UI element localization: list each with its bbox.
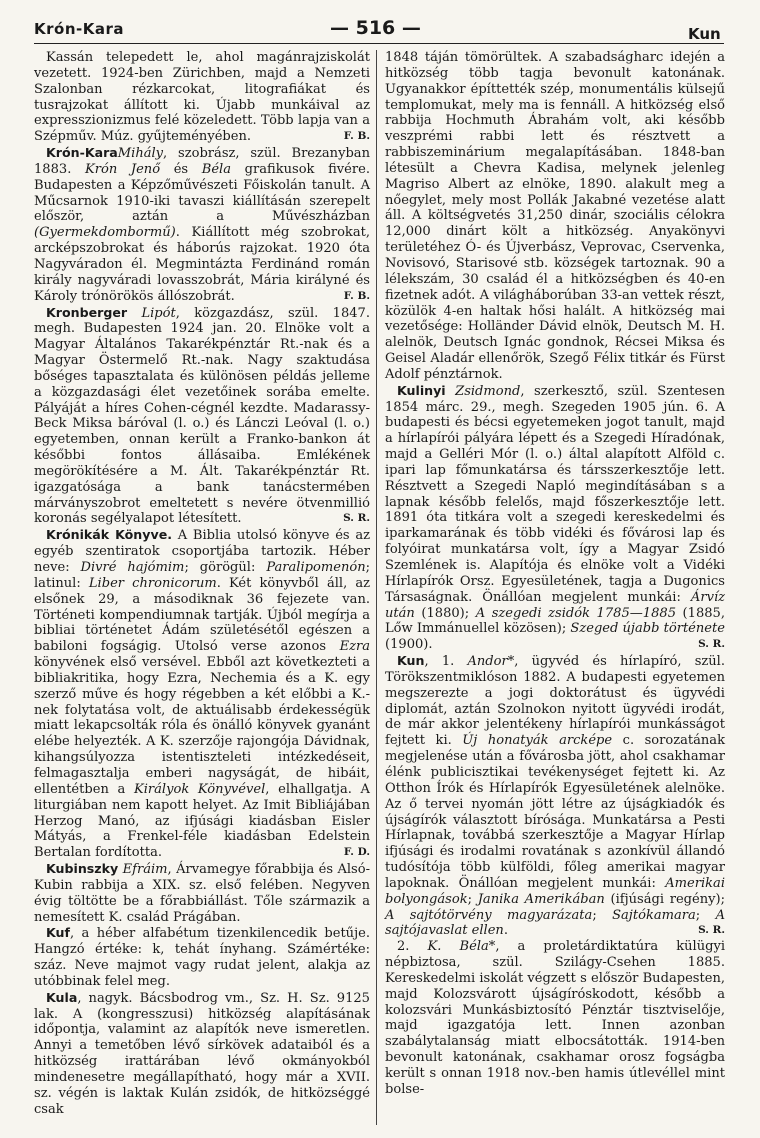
entry-text: , nagyk. Bácsbodrog vm., Sz. H. Sz. 9125 lak. A (kongresszusi) hitközség alapításának időpontja, valamint az alapítók neve ismeretlen. Annyi a temetőben lévő sírkövek adataiból és a hitközség irattárában lévő okmányokból mindenesetre megállapítható, hogy már a XVII. sz. végén is laktak Kulán zsidók, de hitközséggé csak	[34, 990, 370, 1117]
italic-text: Amerikai bolyongások	[385, 875, 725, 907]
entry-text: , a héber alfabétum tizenkilencedik betűje. Hangzó értéke: k, tehát ínyhang. Számértéke: száz. Neve majmot vagy rudat jelent, alakja az utóbbinak felel meg.	[34, 926, 370, 989]
italic-text: Ezra	[339, 639, 370, 655]
running-head-left: Krón-Kara	[34, 20, 124, 38]
author-signature: F. B.	[343, 130, 370, 143]
headword: Kulinyi	[397, 382, 446, 398]
entry-kula	[34, 990, 370, 1118]
column-divider	[376, 50, 377, 1125]
author-signature: S. R.	[343, 512, 370, 525]
entry-text: ;	[592, 907, 613, 923]
italic-text: Királyok Könyvével	[134, 781, 266, 797]
entry-text: , szobrász, szül. Brezanyban 1883.	[34, 146, 370, 177]
running-head-right: Kun	[688, 25, 721, 43]
entry-text: ;	[467, 891, 478, 907]
italic-text: A sajtójavaslat ellen	[385, 907, 725, 939]
entry-text	[446, 384, 455, 399]
italic-text: K. Béla	[427, 939, 489, 955]
entry-text: *, a proletárdiktatúra külügyi népbiztosa, szül. Szilágy-Csehen 1885. Kereskedelmi iskolát végzett s először Budapesten, majd Kolozsvárott újságíróskodott, később a kolozsvári Munkásbiztosító Pénztár tisztviselője, majd igazgatója lett. Innen azonban szabálytalanság miatt elbocsátották. 1914-ben bevonult katonának, csakhamar orosz fogságba került s onnan 1918 nov.-ben hamis útlevéllel mint bolse-	[385, 939, 725, 1097]
headword: Krónikák Könyve.	[46, 527, 173, 543]
author-signature: F. B.	[343, 289, 370, 302]
entry-text: 1848 táján tömörültek. A szabadságharc idején a hitközség több tagja bevonult katonának. Ugyanakkor építtették szép, monumentális külsejű templomukat, mely ma is fennáll. A hitközség első rabbija Hochmuth Ábrahám volt, aki később veszprémi rabbi lett és résztvett a rabbiszeminárium megalapításában. 1848-ban létesült a Chevra Kadisa, melynek jelenleg Magriso Albert az elnöke, 1890. alakult meg a nőegylet, mely most Pollák Jakabné vezetése alatt áll. A költségvetés 31,250 dinár, szociális célokra 12,000 dinárt költ a hitközség. Anyakönyvi területéhez Ó- és Újverbász, Veprovac, Cservenka, Novisovó, Starisové stb. községek tartoznak. 90 a lélekszám, 30 család él a hitközségben és 40-en fizetnek adót. A világháborúban 33-an vettek részt, közülök 4-en haltak hősi halált. A hitközség mai vezetősége: Holländer Dávid elnök, Deutsch M. H. alelnök, Deutsch Ignác gondnok, Récsei Miksa és Geisel Aladár ellenőrök, Szegő Félix titkár és Fürst Adolf pénztárnok.	[385, 50, 725, 382]
entry-text: A Biblia utolsó könyve és az egyéb szentiratok csoportjába tartozik. Héber neve:	[34, 528, 371, 575]
italic-text: Andor	[467, 654, 508, 670]
entry-text: , szerkesztő, szül. Szentesen 1854 márc. 29., megh. Szegeden 1905 jún. 6. A budapesti és bécsi egyetemeken jogot tanult, majd a hírlapírói pályára lépett és a Szegedi Híradónak, majd a Gelléri Mór (l. o.) által alapított Alföld c. ipari lap főmunkatársa és társszerkesztője lett. Résztvett a Szegedi Napló megindításában s a lapnak később felelős, majd főszerkesztője lett. 1891 óta titkára volt a szegedi kereskedelmi és iparkamarának és több vidéki és fővárosi lap és folyóirat munkatársa volt, így a Magyar Zsidó Szemlének is. Alapítója és elnöke volt a Vidéki Hírlapírók Orsz. Egyesületének, tagja a Dugonics Társaságnak. Önállóan megjelent munkái:	[385, 383, 725, 605]
entry-kassan	[34, 50, 370, 145]
italic-text: Szeged újabb története	[570, 621, 725, 637]
entry-text: (ifjúsági regény);	[604, 891, 726, 907]
italic-text: Efráim	[122, 862, 168, 878]
header-rule	[34, 43, 724, 44]
entry-text: (1885, Lőw Immánuellel közösen);	[385, 605, 725, 637]
entry-kula-cont	[385, 50, 725, 383]
entry-text: *, ügyvéd és hírlapíró, szül. Törökszentmiklóson 1882. A budapesti egyetemen megszerezte a jogi doktorátust és ügyvédi diplomát, aztán Szolnokon nyitott ügyvédi irodát, de már akkor jelentékeny hírlapírói munkásságot fejtett ki.	[385, 654, 725, 749]
entry-kuf	[34, 925, 370, 989]
headword: Kun	[397, 653, 425, 669]
italic-text: Zsidmond	[455, 383, 521, 399]
entry-text: könyvének első versével. Ebből azt következteti a bibliakritika, hogy Ezra, Nechemia és a K. egy szerző műve és hogy régebben a két előbbi a K.-nek folytatása volt, de aktuálisabb érdekességük miatt lekapcsolták róla és önálló könyvek gyanánt elébe helyezték. A K. szerzője rajongója Dávidnak, kihangsúlyozza istentiszteleti intézkedéseit, felmagasztalja emberi nagyságát, de hibáit, ellentétben a	[34, 655, 370, 797]
italic-text: Krón Jenő	[84, 161, 161, 177]
entry-text: , elhallgatja. A liturgiában nem kapott helyet. Az Imit Bibliájában Herzog Manó, az ifjúsági kiadásban Eisler Mátyás, a Frenkel-féle kiadásban Edelstein Bertalan fordította.	[34, 781, 370, 861]
italic-text: (Gyermekdombormű)	[34, 225, 176, 241]
entry-text: ; latinul:	[34, 560, 371, 591]
italic-text: A sajtótörvény magyarázata	[385, 907, 593, 923]
entry-text: grafikusok fivére. Budapesten a Képzőművészeti Főiskolán tanult. A Műcsarnok 1910-iki tavaszi kiállításán szerepelt először, aztán a Művészházban	[34, 161, 370, 225]
italic-text: Sajtókamara	[612, 907, 696, 923]
italic-text: A szegedi zsidók 1785—1885	[475, 605, 676, 621]
entry-text: , 1.	[424, 654, 468, 670]
entry-text	[127, 306, 141, 321]
headword: Kubinszky	[46, 861, 119, 877]
italic-text: Paralipomenón	[266, 560, 366, 575]
entry-kronikak	[34, 527, 370, 861]
author-signature: F. D.	[343, 846, 370, 859]
entry-text: .	[503, 923, 508, 939]
entry-text: Kassán telepedett le, ahol magánrajziskolát vezetett. 1924-ben Zürichben, majd a Nemzeti Szalonban rézkarcokat, litografiákat és tusrajzokat állított ki. Újabb munkáival az expresszionizmus felé közeledett. Több lapja van a Szépműv. Múz. gyűjteményében.	[34, 50, 370, 145]
headword: Krón-Kara	[46, 145, 118, 161]
entry-kronberger	[34, 305, 370, 528]
italic-text: Új honatyák arcképe	[462, 733, 613, 749]
entry-text: , Árvamegye főrabbija és Alsó-Kubin rabbija a XIX. sz. első felében. Negyven évig töltötte be a főrabbiállást. Tőle származik a nemesített K. család Prágában.	[34, 862, 370, 925]
headword: Kula	[46, 989, 78, 1005]
left-column	[34, 50, 370, 1118]
entry-kron-kara	[34, 145, 370, 304]
author-signature: S. R.	[698, 924, 725, 937]
entry-text: ; görögül:	[184, 560, 267, 575]
entry-text: c. sorozatának megjelenése után a fővárosba jött, ahol csakhamar élénk publicisztikai tevékenységet fejtett ki. Az Otthon Írók és Hírlapírók Egyesületének alelnöke. Az ő tervei nyomán jött létre az újságkiadók és újságírók választott bírósága. Munkatársa a Pesti Hírlapnak, továbbá szerkesztője a Magyar Hírlap ifjúsági és irodalmi rovatának s azonkívül állandó tudósítója több külföldi, főleg amerikai magyar lapoknak. Önállóan megjelent munkái:	[385, 733, 725, 891]
italic-text: Liber chronicorum	[88, 575, 217, 591]
entry-kubinszky	[34, 861, 370, 925]
entry-text: 2.	[397, 939, 428, 955]
entry-text: . Két könyvből áll, az elsőnek 29, a másodiknak 36 fejezete van. Történeti kompendiumnak tartják. Újból megírja a bibliai történetet Ádám születésétől egészen a babiloni fogságig. Utolsó verse azonos	[34, 575, 371, 655]
headword: Kuf	[46, 925, 70, 941]
entry-kulinyi	[385, 383, 725, 653]
entry-text: és	[160, 161, 202, 177]
entry-kun-1	[385, 653, 725, 939]
entry-text: (1900).	[385, 637, 433, 653]
headword: Kronberger	[46, 304, 128, 320]
italic-text: Mihály	[117, 146, 164, 162]
entry-text: ;	[695, 907, 716, 923]
page-number: — 516 —	[330, 17, 421, 39]
italic-text: Lipót	[141, 305, 176, 321]
entry-text: , közgazdász, szül. 1847. megh. Budapesten 1924 jan. 20. Elnöke volt a Magyar Általános Takarékpénztár Rt.-nak és a Magyar Östermelő Rt.-nak. Nagy szaktudása bőséges tapasztalata és különösen példás jelleme a közgazdasági élet vezetőinek sorába emelte. Pályáját a híres Cohen-cégnél kezdte. Madarassy-Beck Miksa báróval (l. o.) és Lánczi Leóval (l. o.) egyetemben, onnan került a Franko-bankon át későbbi fontos állásaiba. Emlékének megörökítésére a M. Ált. Takarékpénztár Rt. igazgatósága a bank tanácstermében márványszobrot emeltetett s nevére ötvenmillió koronás segélyalapot létesített.	[34, 305, 370, 527]
italic-text: Béla	[201, 161, 231, 177]
italic-text: Divré hajómim	[80, 560, 185, 575]
right-column	[385, 50, 725, 1098]
italic-text: Janika Amerikában	[477, 891, 605, 907]
italic-text: Árvíz után	[385, 589, 725, 621]
entry-text: . Kiállított még szobrokat, arcképszobrokat és háborús rajzokat. 1920 óta Nagyváradon él. Megmintázta Ferdinánd román király nagyváradi lovasszobrát, Mária királyné és Károly trónörökös állószobrát.	[34, 225, 370, 304]
entry-text: (1880);	[414, 605, 476, 621]
entry-kun-2	[385, 939, 725, 1097]
author-signature: S. R.	[698, 638, 725, 651]
